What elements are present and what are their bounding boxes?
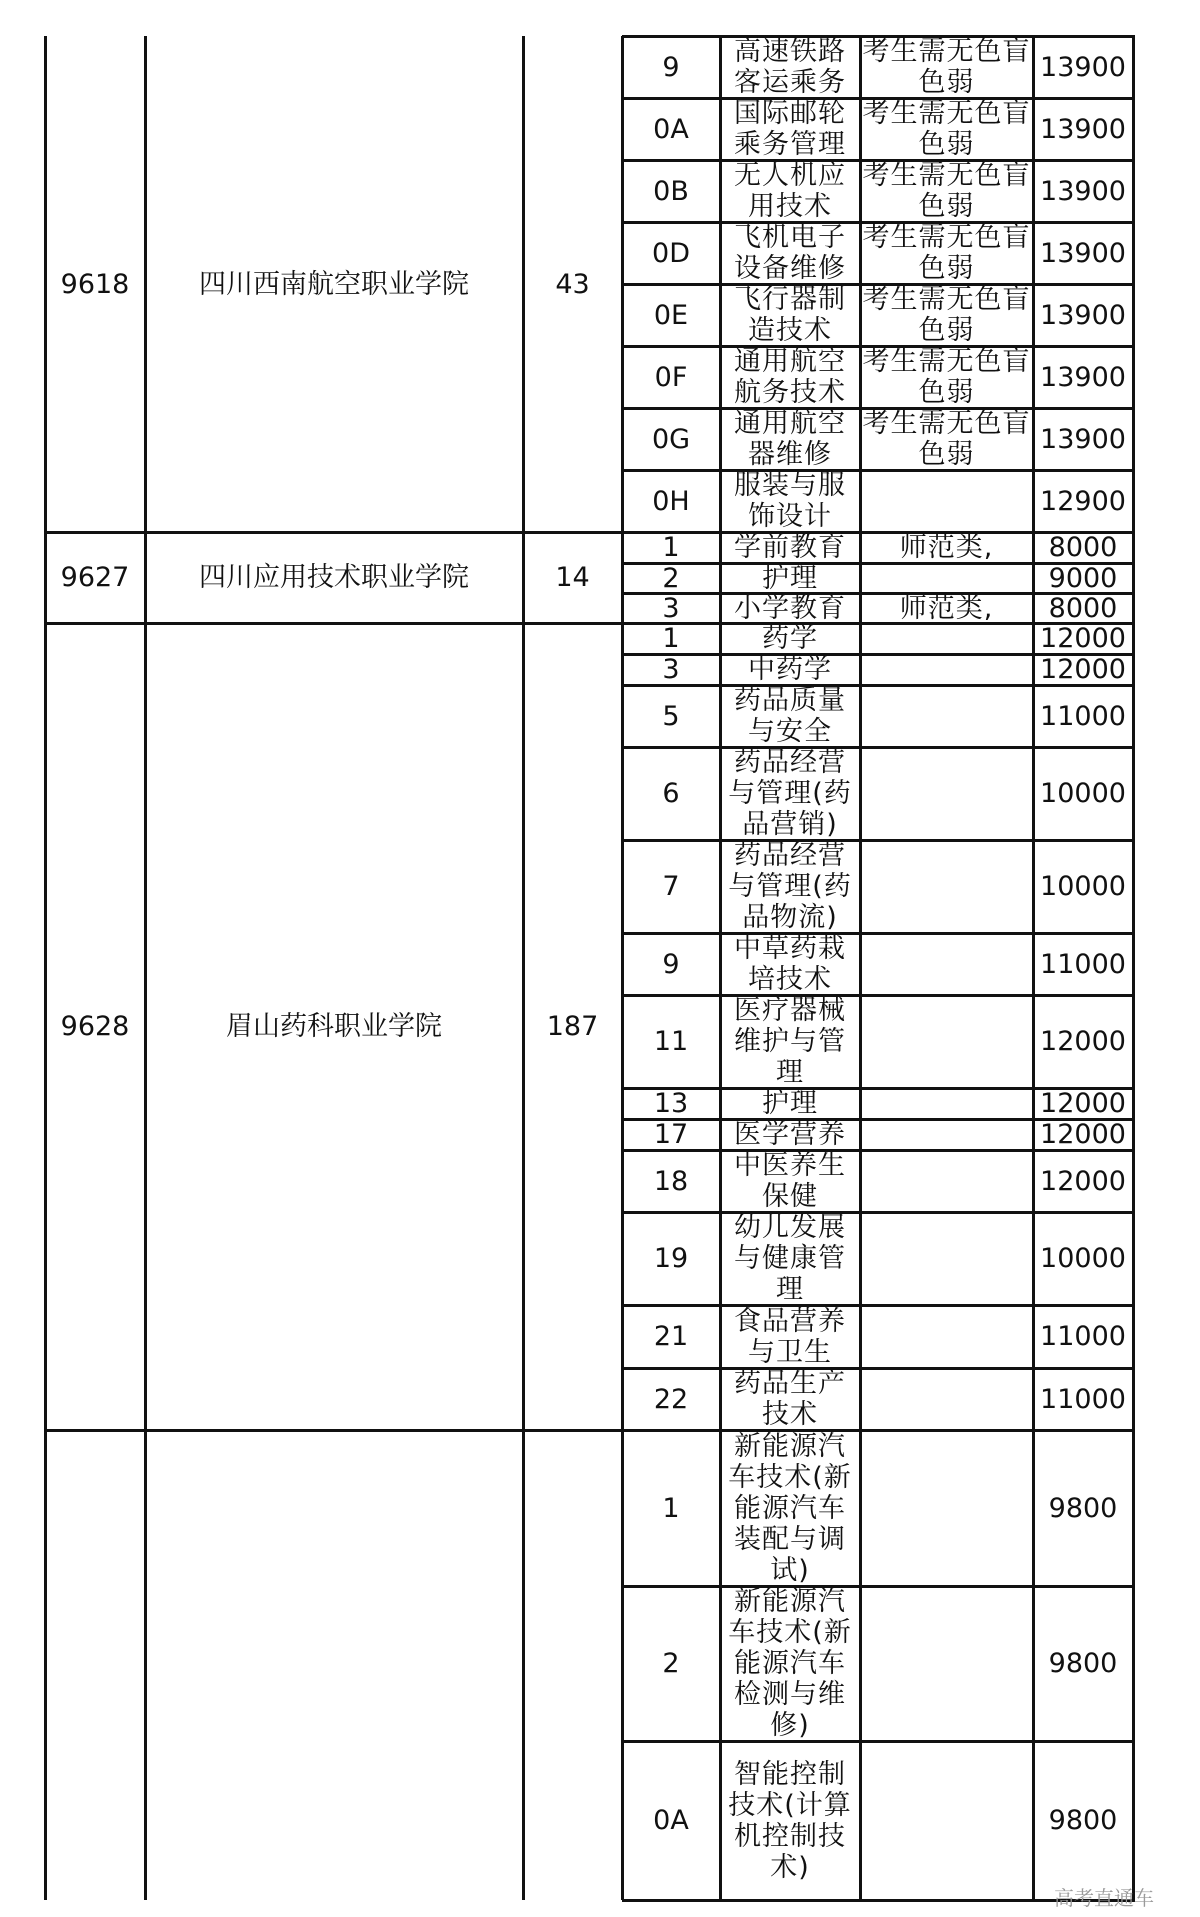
major-name: 药品经营与管理(药品物流) — [728, 840, 852, 933]
school-plan-count — [523, 1430, 622, 1900]
major-name: 药学 — [762, 623, 818, 654]
major-name: 飞行器制造技术 — [734, 284, 846, 346]
major-note: 考生需无色盲色弱 — [862, 346, 1031, 408]
major-note: 考生需无色盲色弱 — [862, 160, 1031, 222]
major-code: 1 — [662, 532, 680, 563]
major-fee: 12000 — [1040, 1119, 1126, 1150]
school-name: 眉山药科职业学院 — [226, 1011, 442, 1042]
major-note — [860, 933, 1033, 995]
major-note: 考生需无色盲色弱 — [862, 408, 1031, 470]
major-code: 0G — [651, 423, 691, 455]
major-note — [860, 470, 1033, 532]
major-name: 国际邮轮乘务管理 — [734, 98, 846, 160]
major-name: 中药学 — [748, 654, 832, 685]
major-fee: 13900 — [1040, 237, 1126, 269]
major-code: 19 — [653, 1243, 689, 1274]
major-fee: 9800 — [1048, 1648, 1118, 1679]
major-name: 飞机电子设备维修 — [734, 222, 846, 284]
major-fee: 13900 — [1040, 423, 1126, 455]
major-code: 1 — [662, 623, 680, 654]
major-note: 考生需无色盲色弱 — [862, 284, 1031, 346]
school-code: 9628 — [60, 1011, 130, 1042]
major-name: 药品质量与安全 — [734, 685, 846, 747]
major-fee: 9800 — [1048, 1492, 1118, 1524]
major-name: 通用航空航务技术 — [734, 346, 846, 408]
major-name: 智能控制技术(计算机控制技术) — [728, 1758, 852, 1883]
major-note — [860, 747, 1033, 840]
major-name: 医疗器械维护与管理 — [734, 995, 846, 1088]
school-plan-count: 14 — [555, 562, 590, 593]
major-note — [860, 840, 1033, 933]
major-name: 食品营养与卫生 — [734, 1305, 846, 1368]
major-name: 中医养生保健 — [734, 1150, 846, 1212]
major-code: 0A — [653, 113, 689, 145]
major-code: 0D — [652, 237, 690, 269]
major-code: 3 — [662, 593, 680, 623]
major-fee: 8000 — [1048, 532, 1118, 563]
major-note: 考生需无色盲色弱 — [862, 98, 1031, 160]
major-fee: 13900 — [1040, 51, 1126, 83]
major-note — [860, 654, 1033, 685]
major-code: 0E — [653, 299, 689, 331]
major-name: 小学教育 — [734, 593, 846, 623]
major-note: 考生需无色盲色弱 — [862, 222, 1031, 284]
school-name — [145, 1430, 523, 1900]
major-fee: 13900 — [1040, 175, 1126, 207]
major-note — [860, 1368, 1033, 1430]
major-code: 1 — [662, 1492, 680, 1524]
major-fee: 13900 — [1040, 299, 1126, 331]
major-name: 医学营养 — [734, 1119, 846, 1150]
major-note — [860, 1088, 1033, 1119]
major-code: 6 — [662, 778, 680, 809]
major-code: 0B — [653, 175, 689, 207]
major-note — [860, 1212, 1033, 1305]
school-code: 9618 — [60, 268, 130, 300]
major-name: 学前教育 — [734, 532, 846, 563]
major-fee: 11000 — [1040, 1383, 1126, 1415]
school-name: 四川西南航空职业学院 — [199, 268, 469, 300]
major-code: 7 — [662, 871, 680, 902]
major-fee: 10000 — [1040, 871, 1126, 902]
major-note — [860, 1305, 1033, 1368]
major-fee: 10000 — [1040, 778, 1126, 809]
school-name: 四川应用技术职业学院 — [199, 562, 469, 593]
major-fee: 11000 — [1040, 700, 1126, 732]
major-code: 17 — [653, 1119, 689, 1150]
major-note — [860, 1586, 1033, 1741]
major-fee: 12000 — [1040, 1026, 1126, 1057]
major-note — [860, 685, 1033, 747]
major-fee: 12900 — [1040, 485, 1126, 517]
major-name: 服装与服饰设计 — [734, 470, 846, 532]
major-code: 9 — [662, 948, 680, 980]
major-code: 0A — [653, 1805, 689, 1836]
school-plan-count: 187 — [546, 1011, 599, 1042]
major-code: 0H — [652, 485, 690, 517]
major-code: 5 — [662, 700, 680, 732]
major-code: 18 — [653, 1165, 689, 1197]
major-name: 护理 — [762, 563, 818, 593]
major-name: 通用航空器维修 — [734, 408, 846, 470]
major-note: 师范类, — [899, 532, 994, 563]
major-note — [860, 995, 1033, 1088]
major-name: 护理 — [762, 1088, 818, 1119]
major-name: 药品生产技术 — [734, 1368, 846, 1430]
major-note: 师范类, — [899, 593, 994, 623]
school-code: 9627 — [60, 562, 130, 593]
major-note — [860, 1119, 1033, 1150]
major-name: 新能源汽车技术(新能源汽车装配与调试) — [728, 1430, 852, 1586]
major-code: 22 — [653, 1383, 689, 1415]
major-fee: 13900 — [1040, 361, 1126, 393]
major-name: 药品经营与管理(药品营销) — [728, 747, 852, 840]
major-fee: 12000 — [1040, 1088, 1126, 1119]
major-note — [860, 1150, 1033, 1212]
major-fee: 11000 — [1040, 1321, 1126, 1352]
major-fee: 11000 — [1040, 948, 1126, 980]
major-code: 2 — [662, 563, 680, 593]
major-name: 中草药栽培技术 — [734, 933, 846, 995]
major-name: 高速铁路客运乘务 — [734, 36, 846, 98]
major-note — [860, 1430, 1033, 1586]
major-note — [860, 623, 1033, 654]
major-code: 9 — [662, 51, 680, 83]
major-name: 新能源汽车技术(新能源汽车检测与维修) — [728, 1586, 852, 1741]
major-code: 13 — [653, 1088, 689, 1119]
major-code: 0F — [654, 361, 688, 393]
major-code: 3 — [662, 654, 680, 685]
major-note — [860, 1741, 1033, 1900]
watermark: 高考直通车 — [1054, 1886, 1154, 1910]
major-note: 考生需无色盲色弱 — [862, 36, 1031, 98]
major-code: 11 — [653, 1026, 689, 1057]
major-fee: 10000 — [1040, 1243, 1126, 1274]
major-code: 2 — [662, 1648, 680, 1679]
major-fee: 12000 — [1040, 654, 1126, 685]
major-name: 无人机应用技术 — [734, 160, 846, 222]
major-fee: 12000 — [1040, 623, 1126, 654]
major-fee: 12000 — [1040, 1165, 1126, 1197]
major-fee: 9000 — [1048, 563, 1118, 593]
major-code: 21 — [653, 1321, 689, 1352]
major-fee: 8000 — [1048, 593, 1118, 623]
major-fee: 9800 — [1048, 1805, 1118, 1836]
major-fee: 13900 — [1040, 113, 1126, 145]
school-plan-count: 43 — [555, 268, 590, 300]
major-name: 幼儿发展与健康管理 — [734, 1212, 846, 1305]
major-note — [860, 563, 1033, 593]
school-code — [45, 1430, 145, 1900]
